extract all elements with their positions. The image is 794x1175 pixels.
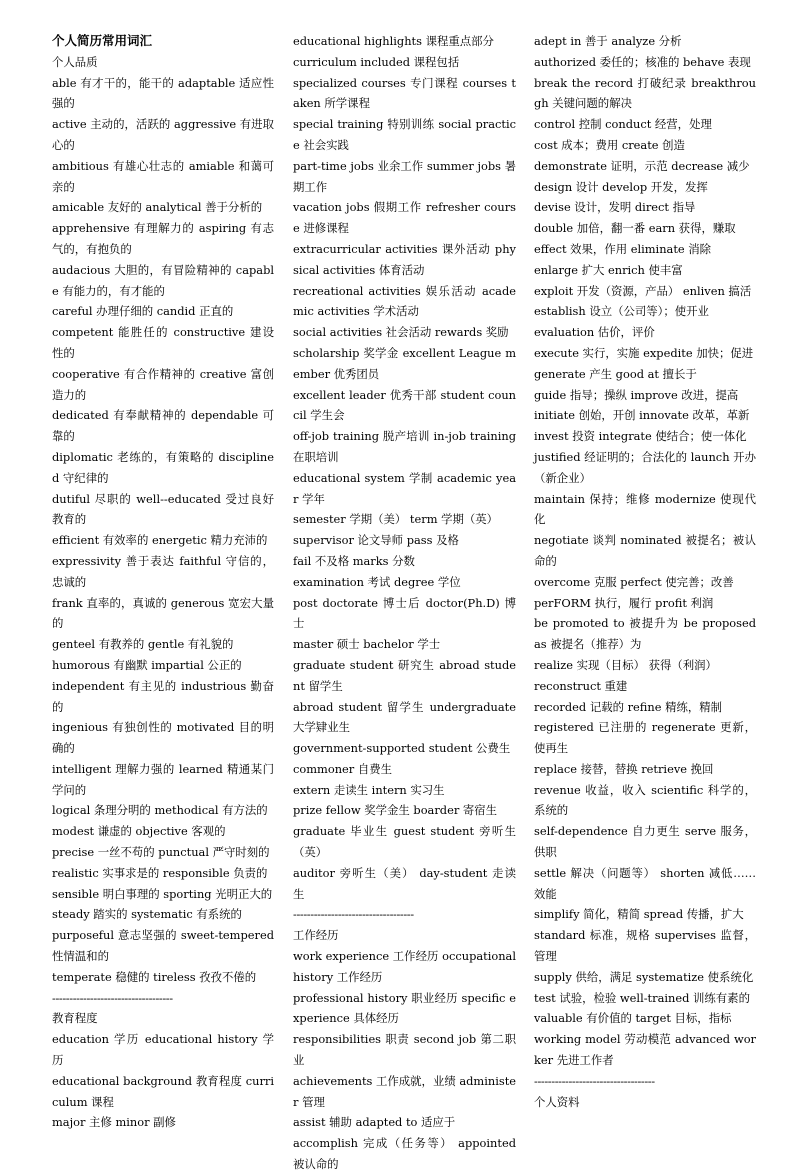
text-line: careful 办理仔细的 candid 正直的: [52, 304, 234, 319]
text-line: supervisor 论文导师 pass 及格: [293, 533, 459, 548]
section-heading: 工作经历: [293, 928, 339, 943]
text-line: humorous 有幽默 impartial 公正的: [52, 657, 242, 672]
text-line: graduate 毕业生 guest student 旁听生（英）: [293, 824, 516, 860]
text-line: authorized 委任的；核准的 behave 表现: [534, 54, 751, 69]
text-line: audacious 大胆的，有冒险精神的 capable 有能力的，有才能的: [52, 262, 274, 298]
text-line: working model 劳动模范 advanced worker 先进工作者: [534, 1032, 756, 1068]
text-line: sensible 明白事理的 sporting 光明正大的: [52, 886, 273, 901]
text-line: independent 有主见的 industrious 勤奋的: [52, 678, 274, 714]
text-line: responsibilities 职责 second job 第二职业: [293, 1032, 516, 1068]
text-line: education 学历 educational history 学历: [52, 1032, 274, 1068]
text-line: effect 效果，作用 eliminate 消除: [534, 241, 712, 256]
text-line: genteel 有教养的 gentle 有礼貌的: [52, 637, 234, 652]
section-heading: 个人资料: [534, 1094, 580, 1109]
text-line: modest 谦虚的 objective 客观的: [52, 824, 226, 839]
text-line: supply 供给，满足 systematize 使系统化: [534, 969, 754, 984]
text-line: special training 特别训练 social practice 社会实践: [293, 117, 516, 152]
text-line: invest 投资 integrate 使结合；使一体化: [534, 429, 747, 444]
separator-line: -----------------------------------: [293, 907, 414, 922]
text-line: post doctorate 博士后 doctor(Ph.D) 博士: [293, 595, 516, 631]
text-line: purposeful 意志坚强的 sweet-tempered 性情温和的: [52, 928, 274, 964]
text-line: execute 实行，实施 expedite 加快；促进: [534, 345, 754, 360]
text-line: efficient 有效率的 energetic 精力充沛的: [52, 533, 268, 548]
text-line: negotiate 谈判 nominated 被提名；被认命的: [534, 533, 756, 568]
column-2: [293, 31, 516, 1175]
text-line: precise 一丝不苟的 punctual 严守时刻的: [52, 845, 270, 860]
text-line: design 设计 develop 开发，发挥: [534, 179, 708, 194]
text-line: part-time jobs 业余工作 summer jobs 暑期工作: [293, 158, 516, 194]
text-line: extern 走读生 intern 实习生: [293, 782, 445, 797]
text-line: overcome 克服 perfect 使完善；改善: [534, 574, 734, 589]
text-line: scholarship 奖学金 excellent League member 优秀团员: [293, 345, 516, 381]
text-line: registered 已注册的 regenerate 更新，使再生: [534, 720, 756, 756]
text-line: amicable 友好的 analytical 善于分析的: [52, 200, 263, 215]
text-line: vacation jobs 假期工作 refresher course 进修课程: [293, 200, 516, 236]
text-line: generate 产生 good at 擅长于: [534, 366, 697, 381]
text-line: replace 接替，替换 retrieve 挽回: [534, 761, 714, 776]
text-line: realize 实现（目标） 获得（利润）: [534, 657, 717, 672]
text-line: master 硕士 bachelor 学士: [293, 637, 441, 652]
text-line: valuable 有价值的 target 目标，指标: [534, 1011, 732, 1026]
section-heading: 教育程度: [52, 1011, 98, 1026]
text-line: government-supported student 公费生: [293, 741, 511, 756]
text-line: ingenious 有独创性的 motivated 目的明确的: [52, 720, 274, 756]
separator-line: -----------------------------------: [52, 990, 173, 1005]
document-title: 个人简历常用词汇: [52, 33, 153, 48]
text-line: be promoted to 被提升为 be proposed as 被提名（推荐）为: [534, 616, 756, 652]
text-line: devise 设计，发明 direct 指导: [534, 200, 696, 215]
text-line: temperate 稳健的 tireless 孜孜不倦的: [52, 969, 257, 984]
text-line: enlarge 扩大 enrich 使丰富: [534, 262, 683, 277]
text-line: graduate student 研究生 abroad student 留学生: [293, 657, 516, 693]
text-line: fail 不及格 marks 分数: [293, 553, 415, 568]
text-line: dedicated 有奉献精神的 dependable 可靠的: [52, 408, 274, 444]
text-line: break the record 打破纪录 breakthrough 关键问题的解决: [534, 75, 756, 111]
text-line: exploit 开发（资源，产品） enliven 搞活: [534, 283, 752, 298]
text-line: able 有才干的，能干的 adaptable 适应性强的: [52, 75, 274, 111]
text-line: semester 学期（美） term 学期（英）: [293, 512, 499, 527]
text-line: double 加倍，翻一番 earn 获得，赚取: [534, 221, 736, 236]
text-line: accomplish 完成（任务等） appointed 被认命的: [293, 1136, 516, 1172]
text-line: standard 标准，规格 supervises 监督，管理: [534, 928, 756, 964]
text-line: assist 辅助 adapted to 适应于: [293, 1115, 456, 1130]
text-line: recreational activities 娱乐活动 academic activities 学术活动: [293, 283, 516, 319]
text-line: examination 考试 degree 学位: [293, 574, 461, 589]
text-line: justified 经证明的；合法化的 launch 开办（新企业）: [534, 449, 756, 485]
text-line: frank 直率的，真诚的 generous 宽宏大量的: [52, 595, 274, 631]
text-line: initiate 创始，开创 innovate 改革，革新: [534, 408, 750, 423]
section-heading: 个人品质: [52, 54, 98, 69]
text-line: revenue 收益，收入 scientific 科学的，系统的: [534, 782, 756, 818]
text-line: cost 成本；费用 create 创造: [534, 137, 685, 152]
text-line: test 试验，检验 well-trained 训练有素的: [534, 990, 750, 1005]
text-line: curriculum included 课程包括: [293, 54, 460, 69]
text-line: ambitious 有雄心壮志的 amiable 和蔼可亲的: [52, 158, 274, 194]
text-line: adept in 善于 analyze 分析: [534, 34, 682, 48]
text-line: cooperative 有合作精神的 creative 富创造力的: [52, 366, 274, 402]
text-line: realistic 实事求是的 responsible 负责的: [52, 865, 268, 880]
text-line: extracurricular activities 课外活动 physical activities 体育活动: [293, 241, 516, 277]
text-line: settle 解决（问题等） shorten 减低……效能: [534, 865, 756, 901]
text-line: establish 设立（公司等）；使开业: [534, 304, 709, 319]
text-line: diplomatic 老练的，有策略的 disciplined 守纪律的: [52, 449, 274, 485]
text-line: reconstruct 重建: [534, 678, 628, 693]
separator-line: -----------------------------------: [534, 1073, 655, 1088]
text-line: educational highlights 课程重点部分: [293, 34, 494, 48]
text-line: steady 踏实的 systematic 有系统的: [52, 907, 242, 922]
text-line: simplify 简化，精简 spread 传播，扩大: [534, 907, 744, 922]
text-line: commoner 自费生: [293, 761, 393, 776]
text-line: guide 指导；操纵 improve 改进，提高: [534, 387, 739, 402]
text-line: professional history 职业经历 specific experience 具体经历: [293, 990, 516, 1026]
text-line: educational system 学制 academic year 学年: [293, 470, 516, 506]
text-line: specialized courses 专门课程 courses taken 所学课程: [293, 75, 516, 111]
text-line: logical 条理分明的 methodical 有方法的: [52, 803, 268, 818]
text-line: major 主修 minor 副修: [52, 1115, 176, 1130]
text-line: apprehensive 有理解力的 aspiring 有志气的，有抱负的: [52, 221, 274, 256]
text-line: maintain 保持；维修 modernize 使现代化: [534, 491, 756, 527]
column-3: [534, 31, 756, 1112]
text-line: excellent leader 优秀干部 student council 学生会: [293, 387, 516, 423]
text-line: achievements 工作成就，业绩 administer 管理: [293, 1073, 517, 1109]
text-line: competent 能胜任的 constructive 建设性的: [52, 325, 274, 360]
text-line: control 控制 conduct 经营，处理: [534, 117, 712, 132]
text-line: educational background 教育程度 curriculum 课程: [52, 1073, 274, 1109]
text-line: active 主动的，活跃的 aggressive 有进取心的: [52, 117, 274, 152]
text-line: work experience 工作经历 occupational history 工作经历: [293, 949, 516, 984]
text-line: expressivity 善于表达 faithful 守信的，忠诚的: [52, 553, 274, 589]
text-line: prize fellow 奖学金生 boarder 寄宿生: [293, 803, 498, 818]
text-line: evaluation 估价，评价: [534, 325, 655, 340]
text-line: abroad student 留学生 undergraduate 大学肄业生: [293, 699, 516, 735]
text-line: intelligent 理解力强的 learned 精通某门学问的: [52, 761, 274, 797]
text-line: social activities 社会活动 rewards 奖励: [293, 325, 509, 340]
text-line: perFORM 执行，履行 profit 利润: [534, 595, 714, 610]
column-1: [52, 31, 274, 1133]
text-line: auditor 旁听生（美） day-student 走读生: [293, 865, 516, 901]
text-line: self-dependence 自力更生 serve 服务，供职: [534, 824, 756, 860]
text-line: demonstrate 证明，示范 decrease 减少: [534, 158, 750, 173]
text-line: off-job training 脱产培训 in-job training 在职培训: [293, 429, 516, 464]
text-line: recorded 记载的 refine 精练，精制: [534, 699, 723, 714]
text-line: dutiful 尽职的 well--educated 受过良好教育的: [52, 491, 274, 527]
